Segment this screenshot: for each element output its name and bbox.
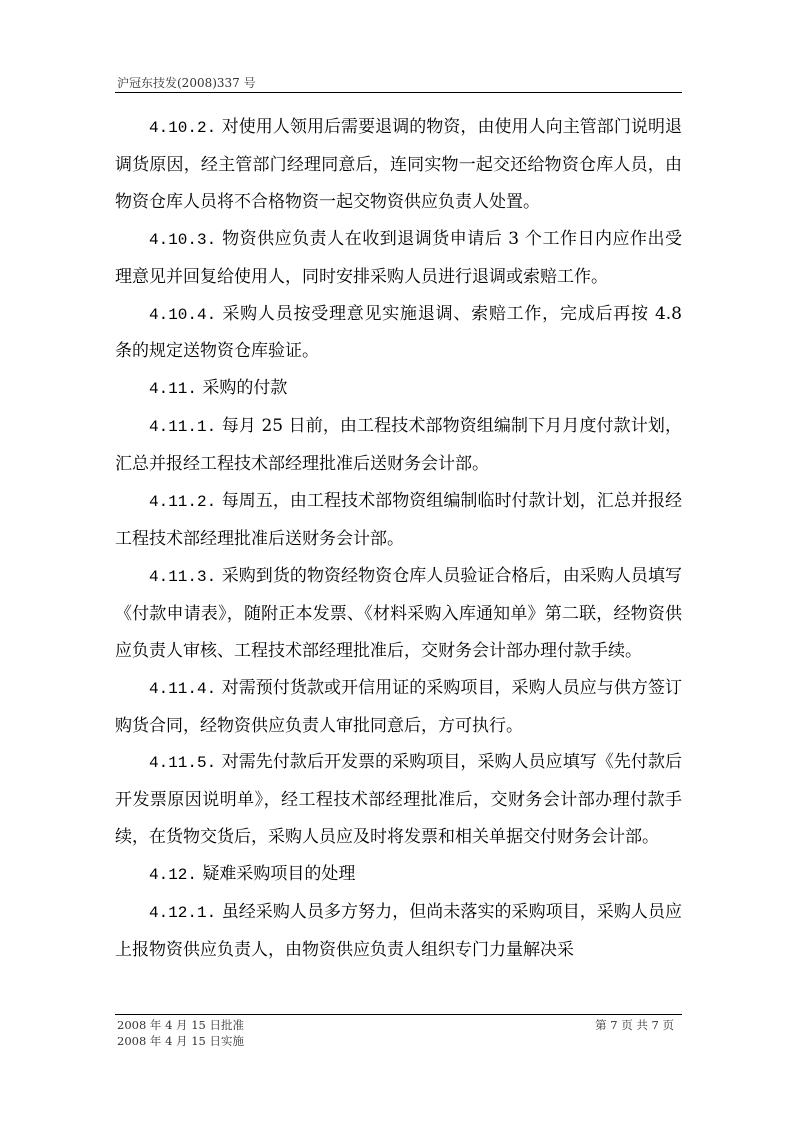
section-title: 疑难采购项目的处理 bbox=[202, 864, 356, 885]
paragraph-4-10-3 bbox=[115, 221, 682, 296]
approval-date: 2008 年 4 月 15 日批准 bbox=[117, 1018, 244, 1032]
effective-date: 2008 年 4 月 15 日实施 bbox=[117, 1034, 244, 1048]
paragraph-4-11-3 bbox=[115, 558, 682, 670]
clause-text: 采购人员按受理意见实施退调、索赔工作，完成后再按 4.8 条的规定送物资仓库验证。 bbox=[115, 303, 682, 362]
section-number: 4.11. bbox=[149, 380, 198, 399]
section-heading-4-11 bbox=[115, 370, 682, 408]
clause-text: 每周五，由工程技术部物资组编制临时付款计划，汇总并报经工程技术部经理批准后送财务会计部。 bbox=[115, 491, 683, 549]
paragraph-4-10-4 bbox=[115, 296, 682, 371]
document-number: 沪冠东技发(2008)337 号 bbox=[117, 76, 256, 90]
clause-number: 4.11.1. bbox=[149, 418, 217, 437]
section-number: 4.12. bbox=[149, 866, 198, 885]
clause-number: 4.11.2. bbox=[149, 493, 217, 512]
clause-text: 每月 25 日前，由工程技术部物资组编制下月月度付款计划，汇总并报经工程技术部经理批准后送财务会计部。 bbox=[115, 416, 682, 475]
clause-number: 4.11.3. bbox=[149, 567, 217, 586]
clause-number: 4.10.3. bbox=[149, 230, 217, 249]
paragraph-4-11-4 bbox=[115, 670, 682, 745]
clause-text: 采购到货的物资经物资仓库人员验证合格后，由采购人员填写《付款申请表》，随附正本发票、《材料采购入库通知单》第二联，经物资供应负责人审核、工程技术部经理批准后，交财务会计部办理付款手续。 bbox=[115, 565, 683, 661]
footer-divider bbox=[115, 1014, 682, 1015]
header-divider bbox=[115, 92, 682, 93]
paragraph-4-11-1 bbox=[115, 408, 682, 483]
paragraph-4-10-2 bbox=[115, 109, 682, 221]
clause-number: 4.12.1. bbox=[149, 904, 217, 923]
clause-text: 物资供应负责人在收到退调货申请后 3 个工作日内应作出受理意见并回复给使用人，同时安排采购人员进行退调或索赔工作。 bbox=[115, 228, 683, 287]
clause-number: 4.10.4. bbox=[149, 305, 217, 324]
clause-text: 对需预付货款或开信用证的采购项目，采购人员应与供方签订购货合同，经物资供应负责人审批同意后，方可执行。 bbox=[115, 677, 683, 736]
document-body bbox=[115, 109, 682, 969]
clause-text: 对使用人领用后需要退调的物资，由使用人向主管部门说明退调货原因，经主管部门经理同意后，连同实物一起交还给物资仓库人员，由物资仓库人员将不合格物资一起交物资供应负责人处置。 bbox=[115, 117, 683, 212]
paragraph-4-11-2 bbox=[115, 483, 682, 558]
paragraph-4-12-1 bbox=[115, 894, 682, 969]
page-number: 第 7 页 共 7 页 bbox=[595, 1018, 674, 1032]
clause-number: 4.10.2. bbox=[149, 119, 217, 137]
clause-number: 4.11.5. bbox=[149, 754, 217, 773]
clause-text: 虽经采购人员多方努力，但尚未落实的采购项目，采购人员应上报物资供应负责人，由物资供应负责人组织专门力量解决采 bbox=[115, 902, 683, 960]
section-title: 采购的付款 bbox=[202, 378, 288, 399]
section-heading-4-12 bbox=[115, 856, 682, 894]
clause-text: 对需先付款后开发票的采购项目，采购人员应填写《先付款后开发票原因说明单》，经工程技术部经理批准后，交财务会计部办理付款手续，在货物交货后，采购人员应及时将发票和相关单据交付财务会计部。 bbox=[115, 752, 683, 848]
paragraph-4-11-5 bbox=[115, 744, 682, 856]
clause-number: 4.11.4. bbox=[149, 679, 217, 698]
